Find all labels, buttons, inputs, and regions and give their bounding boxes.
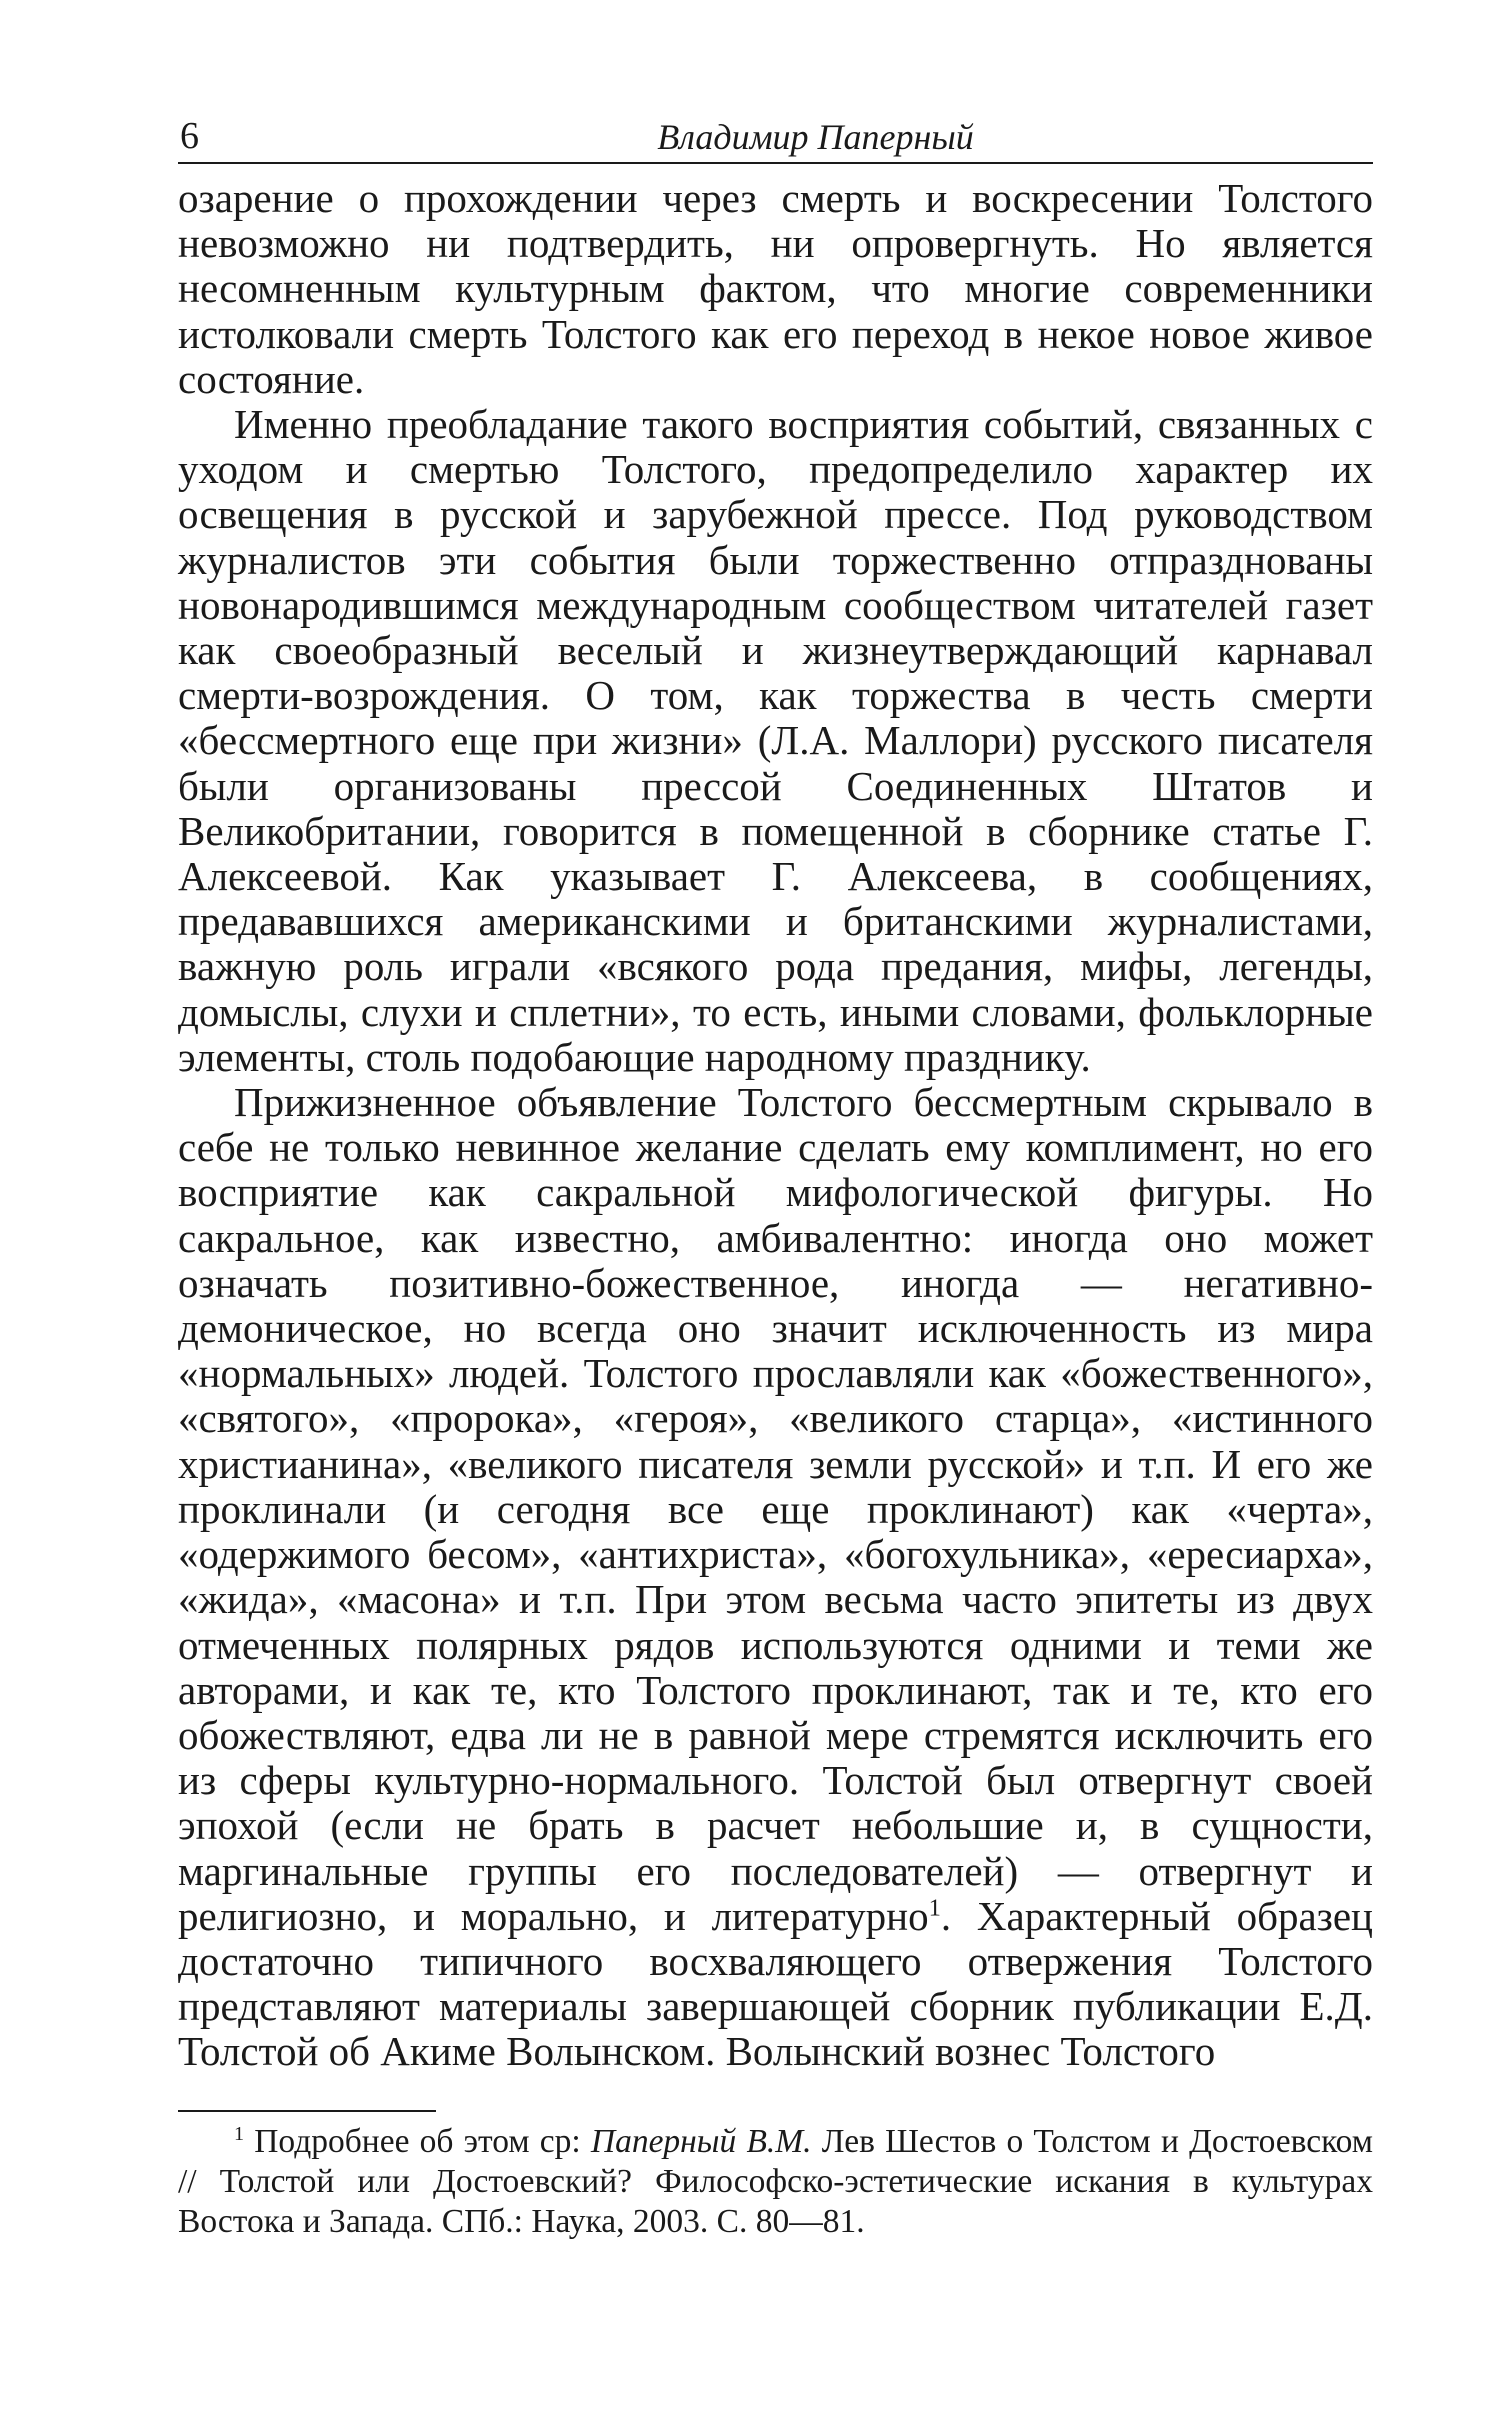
running-head: Владимир Паперный [657, 117, 974, 157]
footnote-text: Лев Шестов о Толстом и Достоевском // Толстой или Достоевский? Философско-эстетические искания в культурах Востока и Запада. СПб.: Наука, 2003. С. 80—81. [178, 2122, 1373, 2240]
paragraph-3-main: Прижизненное объявление Толстого бессмертным скрывало в себе не только невинное желание сделать ему комплимент, но его восприятие как сакральной мифологической фигуры. Но сакральное, как известно, амбивалентно: иногда оно может означать позитивно-божественное, иногда — негативно-демоническое, но всегда оно значит исключенность из мира «нормальных» людей. Толстого прославляли как «божественного», «святого», «пророка», «героя», «великого старца», «истинного христианина», «великого писателя земли русской» и т.п. И его же проклинали (и сегодня все еще проклинают) как «черта», «одержимого бесом», «антихриста», «богохульника», «ересиарха», «жида», «масона» и т.п. При этом весьма часто эпитеты из двух отмеченных полярных рядов используются одними и теми же авторами, и как те, кто Толстого проклинают, так и те, кто его обожествляют, едва ли не в равной мере стремятся исключить его из сферы культурно-нормального. Толстой был отвергнут своей эпохой (если не брать в расчет небольшие и, в сущности, маргинальные группы его последователей) — отвергнут и религиозно, и морально, и литературно [178, 1079, 1373, 1939]
footnote-marker: 1 [234, 2122, 245, 2145]
footnote [178, 2122, 1373, 2242]
paragraph-3 [178, 1080, 1373, 2074]
footnote-separator [178, 2110, 436, 2112]
main-text [178, 176, 1373, 2075]
page-number: 6 [180, 115, 199, 157]
footnote-reference[interactable]: 1 [928, 1894, 941, 1922]
footnote-prefix: Подробнее об этом ср: [244, 2122, 591, 2160]
page-header [178, 110, 1373, 164]
paragraph-1: озарение о прохождении через смерть и воскресении Толстого невозможно ни подтвердить, ни опровергнуть. Но является несомненным культурным фактом, что многие современники истолковали смерть Толстого как его переход в некое новое живое состояние. [178, 175, 1373, 402]
book-page [178, 110, 1373, 2242]
paragraph-2: Именно преобладание такого восприятия событий, связанных с уходом и смертью Толстого, предопределило характер их освещения в русской и зарубежной прессе. Под руководством журналистов эти события были торжественно отпразднованы новонародившимся международным сообществом читателей газет как своеобразный веселый и жизнеутверждающий карнавал смерти-возрождения. О том, как торжества в честь смерти «бессмертного еще при жизни» (Л.А. Маллори) русского писателя были организованы прессой Соединенных Штатов и Великобритании, говорится в помещенной в сборнике статье Г. Алексеевой. Как указывает Г. Алексеева, в сообщениях, предававшихся американскими и британскими журналистами, важную роль играли «всякого рода предания, мифы, легенды, домыслы, слухи и сплетни», то есть, иными словами, фольклорные элементы, столь подобающие народному празднику. [178, 401, 1373, 1080]
footnote-author: Паперный В.М. [590, 2122, 812, 2160]
paragraph-3-tail: . Характерный образец достаточно типичного восхваляющего отвержения Толстого представляют материалы завершающей сборник публикации Е.Д. Толстой об Акиме Волынском. Волынский вознес Толстого [178, 1892, 1374, 2075]
